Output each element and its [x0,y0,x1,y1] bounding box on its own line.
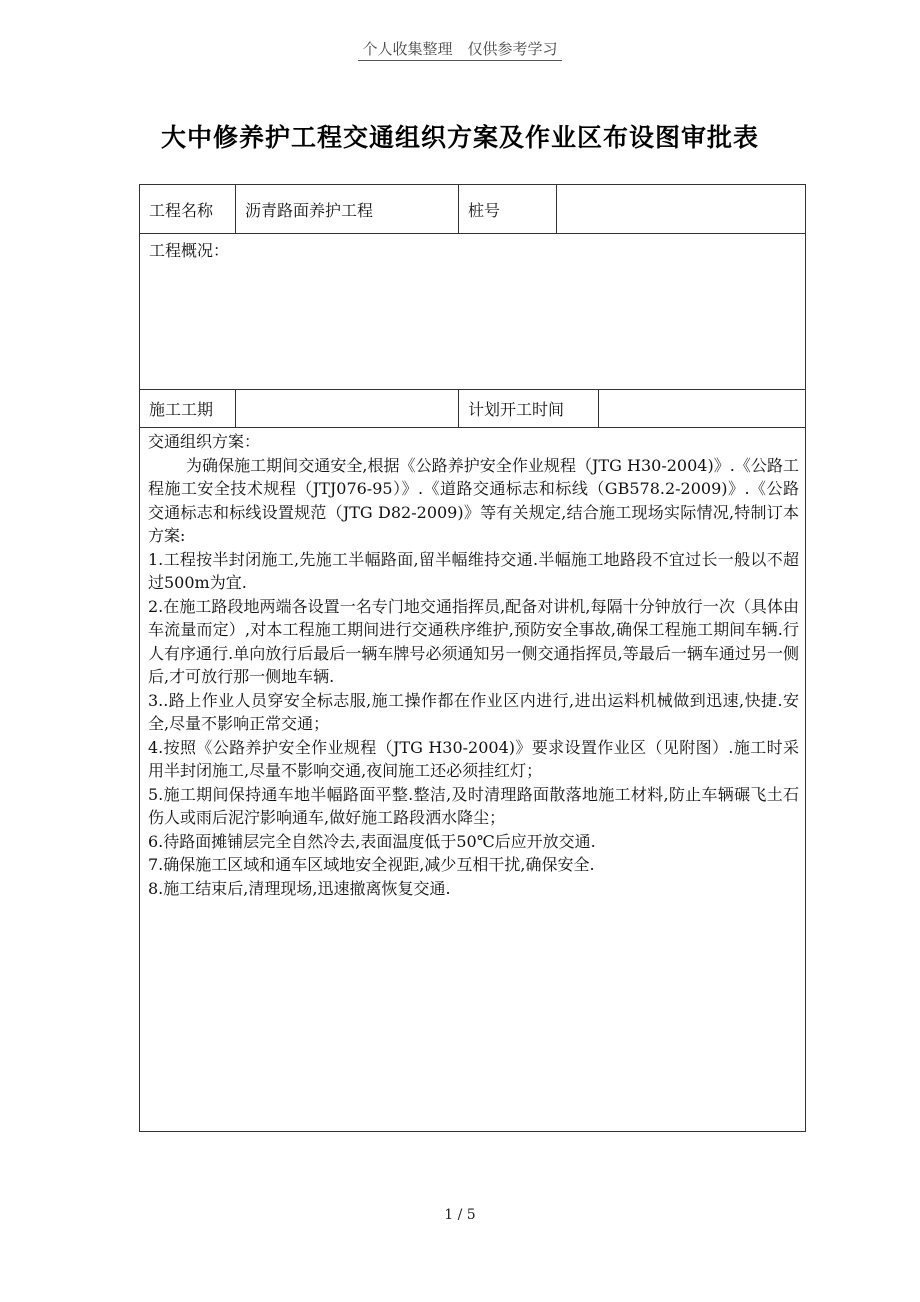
stake-label: 桩号 [459,185,557,233]
overview-label: 工程概况： [149,241,230,260]
start-time-value [599,390,805,427]
traffic-plan-section [148,430,799,900]
start-time-label: 计划开工时间 [459,390,599,427]
plan-label: 交通组织方案： [148,432,261,451]
plan-item-2: 2.在施工路段地两端各设置一名专门地交通指挥员,配备对讲机,每隔十分钟放行一次（具体由车流量而定）,对本工程施工期间进行交通秩序维护,预防安全事故,确保工程施工期间车辆.行人有序通行.单向放行后最后一辆车牌号必须通知另一侧交通指挥员,等最后一辆车通过另一侧后,才可放行那一侧地车辆. [148,596,799,686]
project-name-value: 沥青路面养护工程 [236,185,459,233]
period-label: 施工工期 [140,390,236,427]
header-note-text: 个人收集整理 仅供参考学习 [358,40,561,61]
period-value [236,390,459,427]
project-name-label: 工程名称 [140,185,236,233]
header-note [0,38,920,59]
plan-item-3: 3..路上作业人员穿安全标志服,施工操作都在作业区内进行,进出运料机械做到迅速,快捷.安全,尽量不影响正常交通； [148,690,799,733]
plan-intro: 为确保施工期间交通安全,根据《公路养护安全作业规程（JTG H30-2004)》.《公路工程施工安全技术规程（JTJ076-95）》.《道路交通标志和标线（GB578.2-2009)》.《公路交通标志和标线设置规范（JTG D82-2009)》等有关规定,结合施工现场实际情况,特制订本方案: [148,455,799,545]
row-period [140,390,805,428]
stake-value [557,185,805,233]
plan-item-6: 6.待路面摊铺层完全自然冷去,表面温度低于50℃后应开放交通. [148,831,596,851]
page-number: 1 / 5 [444,1207,476,1223]
row-project-name [140,185,805,234]
plan-item-8: 8.施工结束后,清理现场,迅速撤离恢复交通. [148,878,451,898]
plan-item-7: 7.确保施工区域和通车区域地安全视距,减少互相干扰,确保安全. [148,855,595,874]
approval-form-table [139,184,806,1132]
plan-item-5: 5.施工期间保持通车地半幅路面平整.整洁,及时清理路面散落地施工材料,防止车辆碾飞土石伤人或雨后泥泞影响通车,做好施工路段洒水降尘； [148,784,799,827]
row-overview [140,234,805,390]
plan-item-4: 4.按照《公路养护安全作业规程（JTG H30-2004)》要求设置作业区（见附图）.施工时采用半封闭施工,尽量不影响交通,夜间施工还必须挂红灯； [148,737,799,780]
document-title: 大中修养护工程交通组织方案及作业区布设图审批表 [160,123,759,152]
plan-item-1: 1.工程按半封闭施工,先施工半幅路面,留半幅维持交通.半幅施工地路段不宜过长一般以不超过500m为宜. [148,549,799,592]
